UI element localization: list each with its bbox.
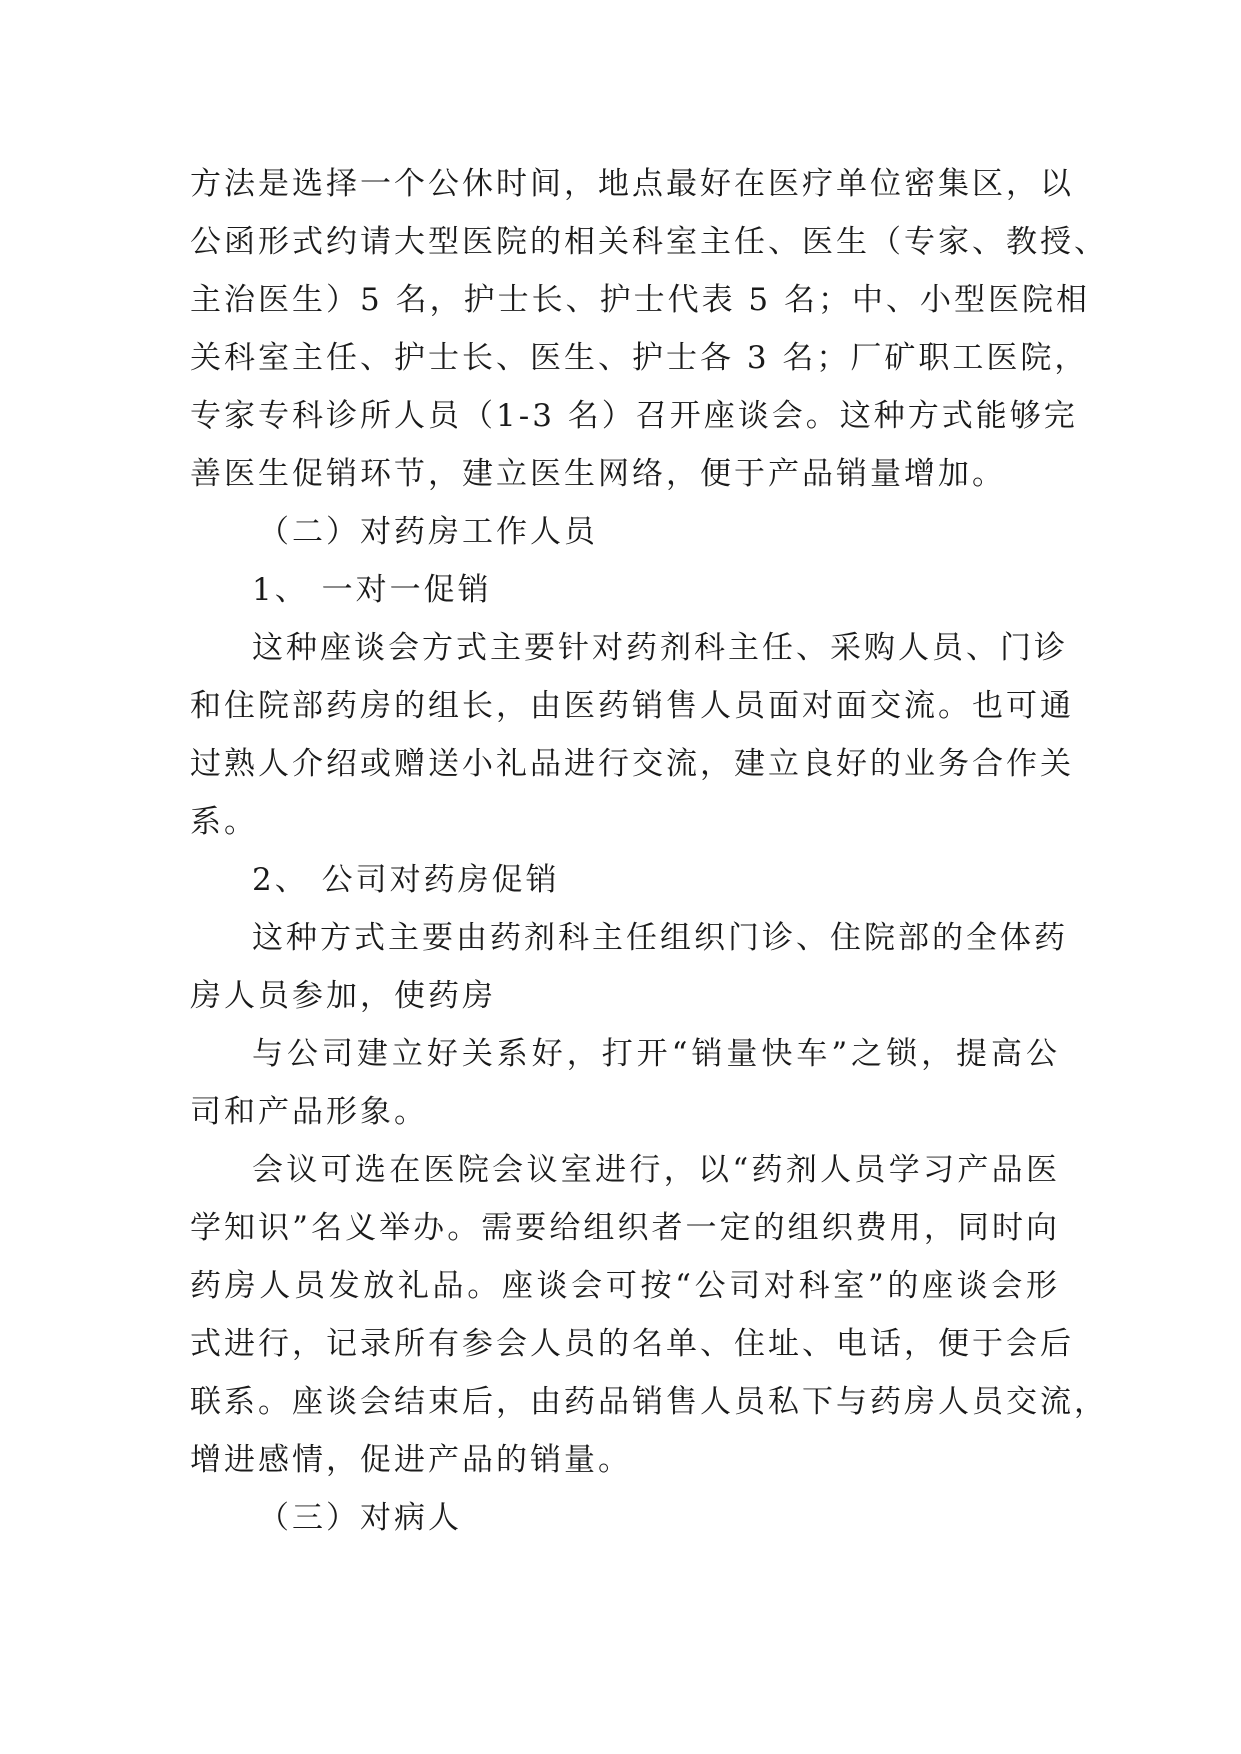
text-line: 与公司建立好关系好，打开“销量快车”之锁，提高公 [252, 1036, 1060, 1072]
text-line: 专家专科诊所人员（1-3 名）召开座谈会。这种方式能够完 [190, 398, 1078, 434]
text-line: 式进行，记录所有参会人员的名单、住址、电话，便于会后 [190, 1326, 1074, 1362]
text-line: 关科室主任、护士长、医生、护士各 3 名；厂矿职工医院， [190, 340, 1089, 376]
document-body [190, 155, 1108, 1547]
text-line: 系。 [190, 804, 258, 840]
text-line: （三）对病人 [258, 1500, 462, 1536]
text-line: （二）对药房工作人员 [258, 514, 598, 550]
text-line: 过熟人介绍或赠送小礼品进行交流，建立良好的业务合作关 [190, 746, 1074, 782]
text-line: 药房人员发放礼品。座谈会可按“公司对科室”的座谈会形 [190, 1268, 1060, 1304]
text-line: 增进感情，促进产品的销量。 [190, 1442, 632, 1478]
text-line: 这种座谈会方式主要针对药剂科主任、采购人员、门诊 [252, 630, 1068, 666]
text-line: 1、 一对一促销 [252, 572, 492, 608]
text-line: 司和产品形象。 [190, 1094, 428, 1130]
text-line: 和住院部药房的组长，由医药销售人员面对面交流。也可通 [190, 688, 1074, 724]
text-line: 2、 公司对药房促销 [252, 862, 560, 898]
text-line: 公函形式约请大型医院的相关科室主任、医生（专家、教授、 [190, 224, 1108, 260]
text-line: 会议可选在医院会议室进行，以“药剂人员学习产品医 [252, 1152, 1060, 1188]
text-line: 学知识”名义举办。需要给组织者一定的组织费用，同时向 [190, 1210, 1060, 1246]
text-line: 主治医生）5 名，护士长、护士代表 5 名；中、小型医院相 [190, 282, 1091, 318]
text-line: 善医生促销环节，建立医生网络，便于产品销量增加。 [190, 456, 1006, 492]
text-line: 方法是选择一个公休时间，地点最好在医疗单位密集区，以 [190, 166, 1074, 202]
text-line: 联系。座谈会结束后，由药品销售人员私下与药房人员交流， [190, 1384, 1108, 1420]
text-line: 房人员参加，使药房 [190, 978, 496, 1014]
text-line: 这种方式主要由药剂科主任组织门诊、住院部的全体药 [252, 920, 1068, 956]
